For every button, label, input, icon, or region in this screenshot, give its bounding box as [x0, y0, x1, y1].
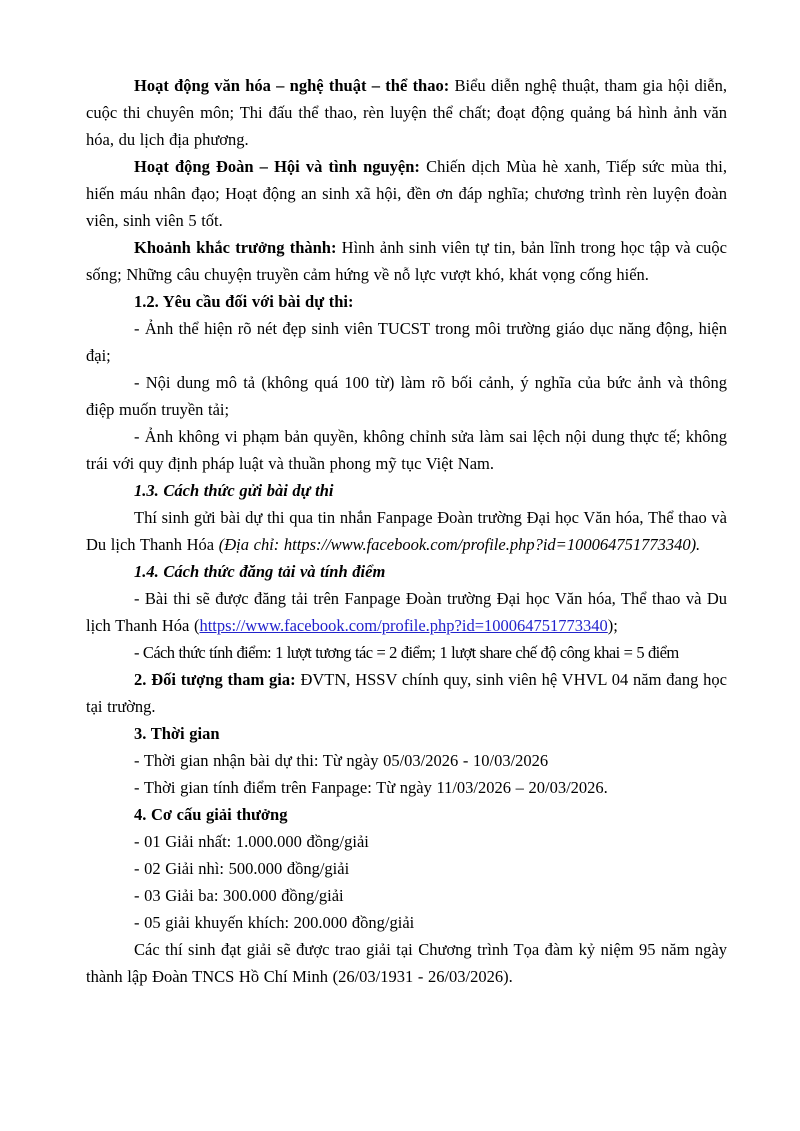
fanpage-address-italic: (Địa chỉ: https://www.facebook.com/profile.php?id=100064751773340). — [218, 535, 701, 554]
item-second-prize — [86, 855, 727, 882]
para-union-volunteer — [86, 153, 727, 234]
body-text: - Ảnh thể hiện rõ nét đẹp sinh viên TUCST trong môi trường giáo dục năng động, hiện đại; — [86, 319, 727, 365]
para-submission-method — [86, 504, 727, 558]
item-requirement-2 — [86, 369, 727, 423]
body-text: Thí sinh gửi bài dự thi qua tin nhắn Fanpage Đoàn trường Đại học Văn hóa, Thể thao và Du lịch Thanh Hóa — [86, 508, 727, 554]
body-text: - Thời gian tính điểm trên Fanpage: Từ ngày 11/03/2026 – 20/03/2026. — [134, 778, 608, 797]
body-text: - 05 giải khuyến khích: 200.000 đồng/giải — [134, 913, 415, 932]
item-first-prize — [86, 828, 727, 855]
item-scoring-period — [86, 774, 727, 801]
body-text: Chiến dịch Mùa hè xanh, Tiếp sức mùa thi, hiến máu nhân đạo; Hoạt động an sinh xã hội, đền ơn đáp nghĩa; chương trình rèn luyện đoàn viên, sinh viên 5 tốt. — [86, 157, 727, 230]
body-text: - Nội dung mô tả (không quá 100 từ) làm rõ bối cảnh, ý nghĩa của bức ảnh và thông điệp muốn truyền tải; — [86, 373, 727, 419]
heading-text: 3. Thời gian — [134, 724, 220, 743]
item-consolation-prize — [86, 909, 727, 936]
heading-time — [86, 720, 727, 747]
body-text: - 02 Giải nhì: 500.000 đồng/giải — [134, 859, 350, 878]
body-text: Biểu diễn nghệ thuật, tham gia hội diễn, cuộc thi chuyên môn; Thi đấu thể thao, rèn luyện thể chất; đoạt động quảng bá hình ảnh văn hóa, du lịch địa phương. — [86, 76, 727, 149]
heading-posting-scoring — [86, 558, 727, 585]
bold-lead: Hoạt động Đoàn – Hội và tình nguyện: — [134, 157, 427, 176]
item-posting — [86, 585, 727, 639]
item-submission-period — [86, 747, 727, 774]
bold-lead: 2. Đối tượng tham gia: — [134, 670, 301, 689]
item-requirement-1 — [86, 315, 727, 369]
body-text: - 01 Giải nhất: 1.000.000 đồng/giải — [134, 832, 369, 851]
heading-submission-method — [86, 477, 727, 504]
para-award-ceremony — [86, 936, 727, 990]
heading-text: 1.2. Yêu cầu đối với bài dự thi: — [134, 292, 354, 311]
heading-text: 1.3. Cách thức gửi bài dự thi — [134, 481, 334, 500]
item-third-prize — [86, 882, 727, 909]
body-text: ); — [607, 616, 618, 635]
body-text: - 03 Giải ba: 300.000 đồng/giải — [134, 886, 344, 905]
item-requirement-3 — [86, 423, 727, 477]
body-text: - Thời gian nhận bài dự thi: Từ ngày 05/03/2026 - 10/03/2026 — [134, 751, 549, 770]
body-text: ĐVTN, HSSV chính quy, sinh viên hệ VHVL 04 năm đang học tại trường. — [86, 670, 727, 716]
bold-lead: Hoạt động văn hóa – nghệ thuật – thể thao: — [134, 76, 455, 95]
para-participants — [86, 666, 727, 720]
para-culture-arts-sports — [86, 72, 727, 153]
heading-text: 1.4. Cách thức đăng tải và tính điểm — [134, 562, 386, 581]
heading-text: 4. Cơ cấu giải thưởng — [134, 805, 288, 824]
facebook-link[interactable]: https://www.facebook.com/profile.php?id=100064751773340 — [199, 616, 608, 635]
item-scoring — [86, 639, 727, 666]
body-text: - Cách thức tính điểm: 1 lượt tương tác = 2 điểm; 1 lượt share chế độ công khai = 5 điểm — [134, 643, 679, 662]
body-text: Các thí sinh đạt giải sẽ được trao giải tại Chương trình Tọa đàm kỷ niệm 95 năm ngày thành lập Đoàn TNCS Hồ Chí Minh (26/03/1931 - 26/03/2026). — [86, 940, 727, 986]
body-text: - Bài thi sẽ được đăng tải trên Fanpage Đoàn trường Đại học Văn hóa, Thể thao và Du lịch Thanh Hóa ( — [86, 589, 727, 635]
body-text: Hình ảnh sinh viên tự tin, bản lĩnh trong học tập và cuộc sống; Những câu chuyện truyền cảm hứng về nỗ lực vượt khó, khát vọng cống hiến. — [86, 238, 727, 284]
heading-prize-structure — [86, 801, 727, 828]
bold-lead: Khoảnh khắc trưởng thành: — [134, 238, 342, 257]
para-growth-moments — [86, 234, 727, 288]
heading-entry-requirements — [86, 288, 727, 315]
body-text: - Ảnh không vi phạm bản quyền, không chỉnh sửa làm sai lệch nội dung thực tế; không trái với quy định pháp luật và thuần phong mỹ tục Việt Nam. — [86, 427, 727, 473]
